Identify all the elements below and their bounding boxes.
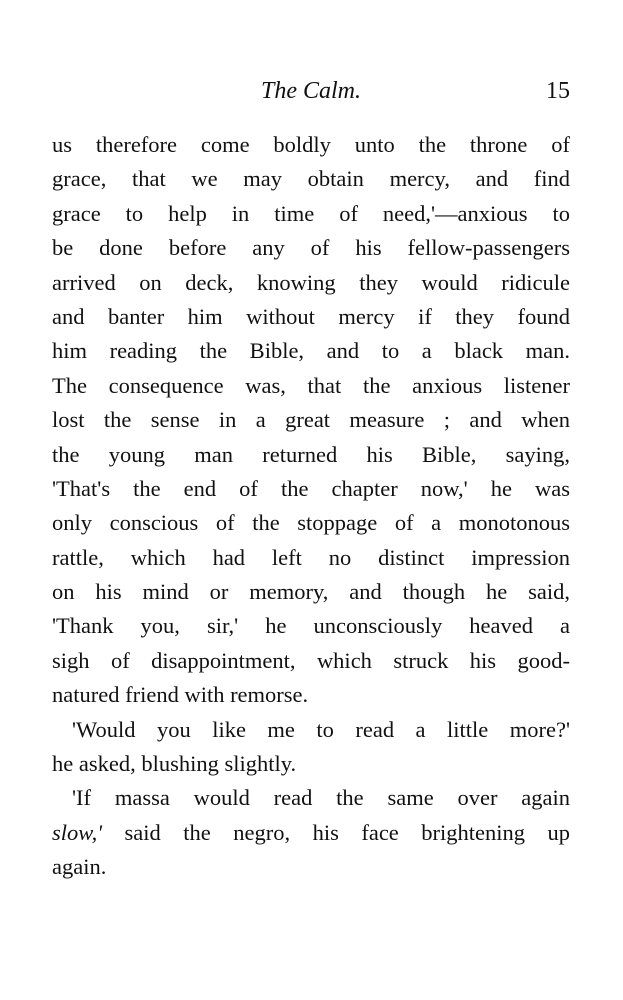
text-line: sigh of disappointment, which struck his good-: [52, 647, 570, 673]
running-title: The Calm.: [260, 78, 361, 104]
text-segment: said the negro, his face brightening up: [102, 819, 570, 845]
text-line: the young man returned his Bible, saying,: [52, 441, 570, 467]
body-text: [52, 128, 570, 885]
text-line: him reading the Bible, and to a black man.: [52, 338, 570, 364]
text-line: 'If massa would read the same over again: [72, 785, 570, 811]
text-line: us therefore come boldly unto the throne of: [52, 132, 570, 157]
text-line: [52, 816, 570, 850]
text-line: grace, that we may obtain mercy, and find: [52, 166, 570, 192]
page-number: 15: [546, 78, 570, 104]
text-line: arrived on deck, knowing they would ridicule: [52, 269, 570, 295]
text-line: and banter him without mercy if they found: [52, 303, 570, 329]
text-line: lost the sense in a great measure ; and when: [52, 407, 570, 433]
text-line: natured friend with remorse.: [52, 682, 309, 708]
text-line: grace to help in time of need,'—anxious to: [52, 200, 570, 226]
running-head: [52, 78, 570, 108]
text-line: only conscious of the stoppage of a monotonous: [52, 510, 570, 536]
text-line: 'Would you like me to read a little more?': [72, 716, 570, 742]
text-line: be done before any of his fellow-passengers: [52, 235, 570, 261]
emphasis-text: slow,': [52, 819, 103, 845]
text-line: 'That's the end of the chapter now,' he was: [52, 475, 570, 501]
text-line: he asked, blushing slightly.: [52, 751, 297, 777]
text-line: The consequence was, that the anxious listener: [52, 372, 570, 398]
text-line: on his mind or memory, and though he said,: [52, 579, 570, 605]
text-line: 'Thank you, sir,' he unconsciously heaved a: [52, 613, 570, 639]
text-line: again.: [52, 854, 107, 880]
text-line: rattle, which had left no distinct impression: [52, 544, 570, 570]
